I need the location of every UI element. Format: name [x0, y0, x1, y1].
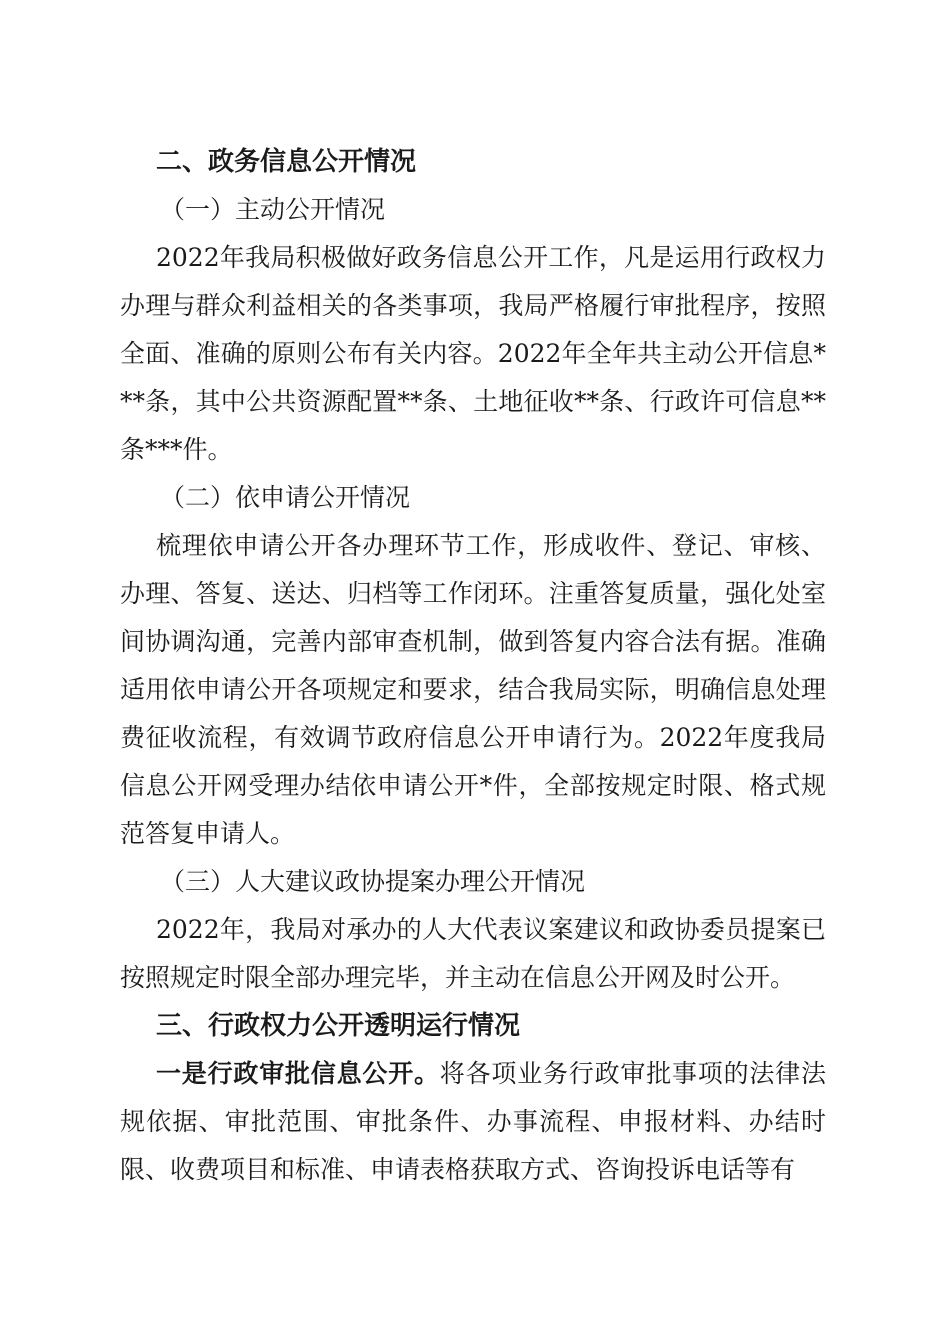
- paragraph-body-text: 将各项业务行政审批事项的法律法规依据、审批范围、审批条件、办事流程、申报材料、办结时限、收费项目和标准、申请表格获取方式、咨询投诉电话等有: [120, 1059, 826, 1184]
- section-heading-2: 二、政务信息公开情况: [156, 147, 417, 177]
- paragraph-administrative-approval: [120, 1050, 826, 1194]
- paragraph-on-request-disclosure: 梳理依申请公开各办理环节工作，形成收件、登记、审核、办理、答复、送达、归档等工作闭环。注重答复质量，强化处室间协调沟通，完善内部审查机制，做到答复内容合法有据。准确适用依申请公开各项规定和要求，结合我局实际，明确信息处理费征收流程，有效调节政府信息公开申请行为。2022年度我局信息公开网受理办结依申请公开*件，全部按规定时限、格式规范答复申请人。: [120, 531, 826, 848]
- paragraph-proposals: 2022年，我局对承办的人大代表议案建议和政协委员提案已按照规定时限全部办理完毕，并主动在信息公开网及时公开。: [120, 915, 826, 992]
- subsection-heading-proposals: （三）人大建议政协提案办理公开情况: [160, 867, 586, 896]
- section-heading-3: 三、行政权力公开透明运行情况: [156, 1011, 521, 1041]
- paragraph-lead-text: 一是行政审批信息公开。: [156, 1059, 440, 1088]
- document-body: [120, 138, 826, 1194]
- paragraph-proactive-disclosure: 2022年我局积极做好政务信息公开工作，凡是运用行政权力办理与群众利益相关的各类事项，我局严格履行审批程序，按照全面、准确的原则公布有关内容。2022年全年共主动公开信息***条，其中公共资源配置**条、土地征收**条、行政许可信息**条***件。: [120, 243, 826, 464]
- subsection-heading-on-request: （二）依申请公开情况: [160, 483, 411, 512]
- subsection-heading-proactive: （一）主动公开情况: [160, 195, 386, 224]
